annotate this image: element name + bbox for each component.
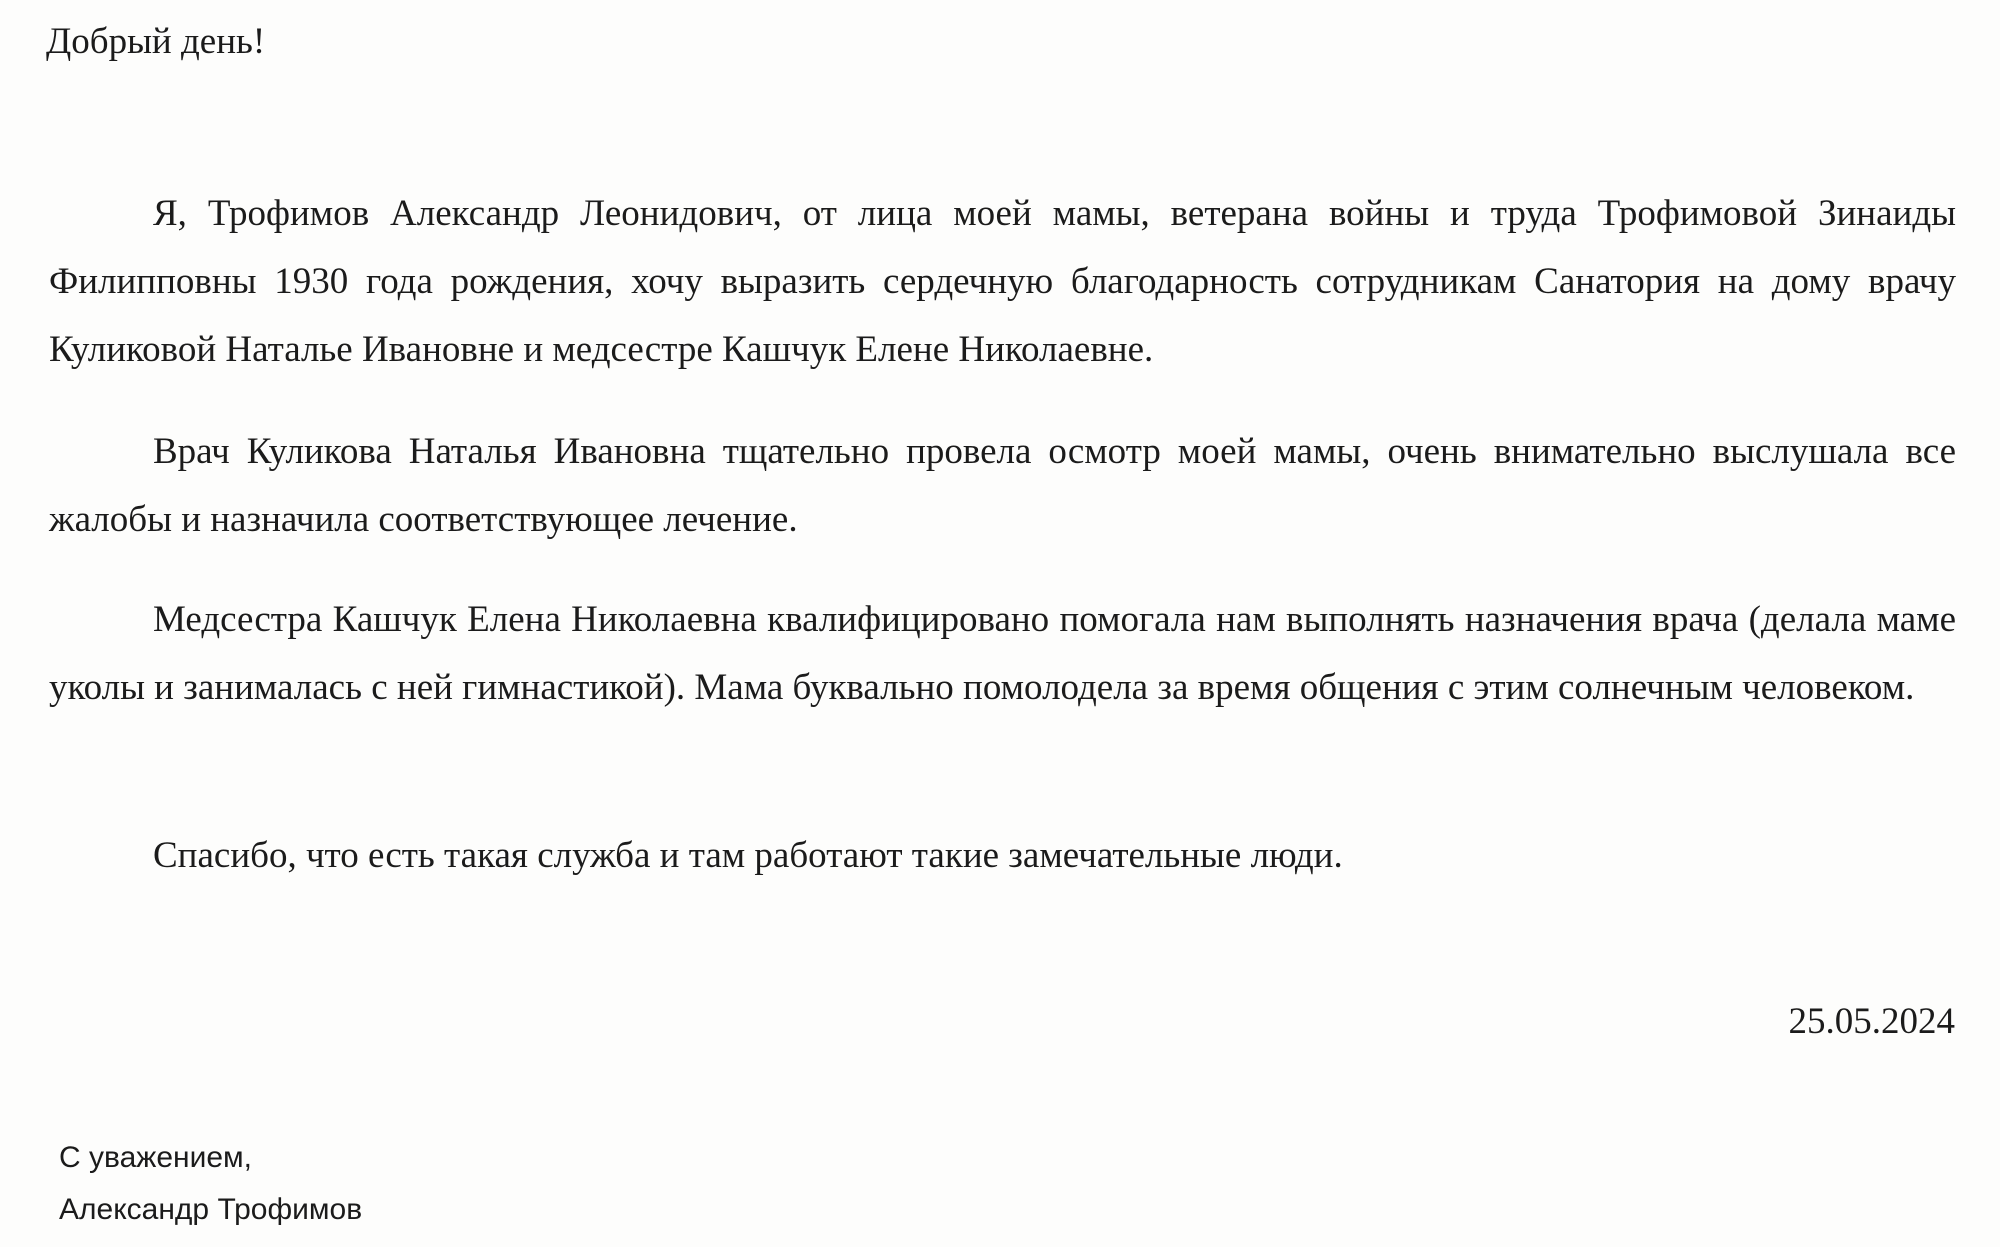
paragraph-thanks: Спасибо, что есть такая служба и там работают такие замечательные люди.: [153, 835, 1343, 876]
signature-name: Александр Трофимов: [59, 1193, 363, 1226]
paragraph-gratitude: Я, Трофимов Александр Леонидович, от лица моей мамы, ветерана войны и труда Трофимовой Зинаиды Филипповны 1930 года рождения, хочу выразить сердечную благодарность сотрудникам Санатория на дому врачу Куликовой Наталье Ивановне и медсестре Кашчук Елене Николаевне.: [49, 193, 1956, 370]
paragraph-nurse: Медсестра Кашчук Елена Николаевна квалифицировано помогала нам выполнять назначения врача (делала маме уколы и занималась с ней гимнастикой). Мама буквально помолодела за время общения с этим солнечным человеком.: [49, 599, 1956, 708]
closing-text: С уважением,: [59, 1141, 253, 1174]
letter-date: 25.05.2024: [1788, 1001, 1955, 1042]
greeting: Добрый день!: [46, 21, 266, 62]
paragraph-doctor: Врач Куликова Наталья Ивановна тщательно провела осмотр моей мамы, очень внимательно выслушала все жалобы и назначила соответствующее лечение.: [49, 431, 1956, 540]
signature-block: [59, 1132, 362, 1236]
